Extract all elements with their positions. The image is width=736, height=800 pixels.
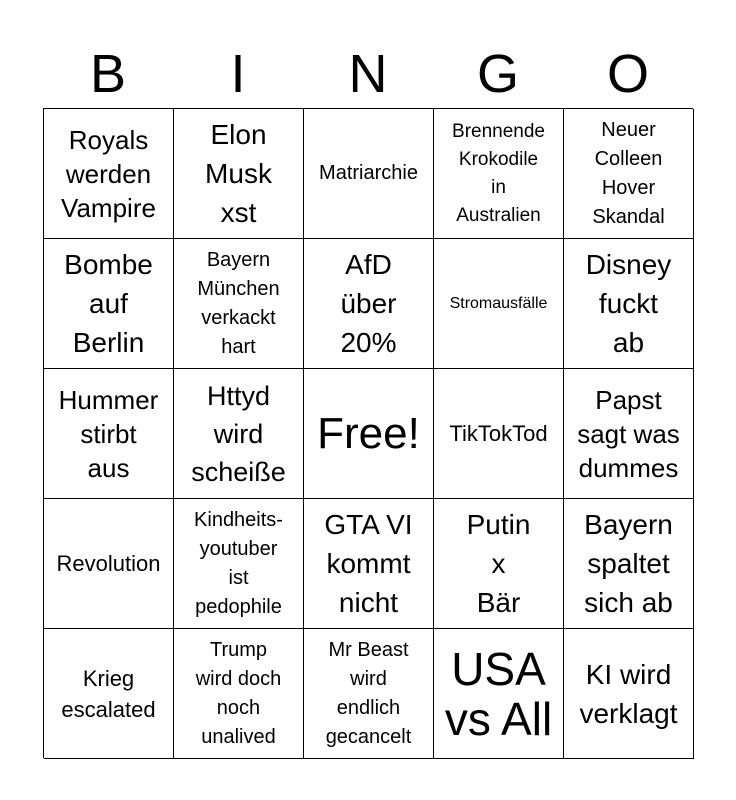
cell-text: Mr Beast wird endlich gecancelt [325, 638, 412, 748]
bingo-cell[interactable] [304, 109, 434, 239]
bingo-cell[interactable] [434, 369, 564, 499]
cell-text: GTA VI kommt nicht [324, 509, 413, 618]
bingo-cell[interactable] [304, 239, 434, 369]
cell-text: Neuer Colleen Hover Skandal [592, 118, 665, 228]
cell-text: Bombe auf Berlin [64, 249, 153, 358]
cell-text: Trump wird doch noch unalived [195, 638, 282, 748]
bingo-cell[interactable] [434, 629, 564, 759]
cell-text: Kindheits- youtuber ist pedophile [194, 508, 283, 618]
bingo-cell[interactable] [174, 629, 304, 759]
bingo-cell[interactable] [44, 109, 174, 239]
cell-text: Matriarchie [319, 162, 418, 184]
bingo-cell[interactable] [174, 369, 304, 499]
cell-text: Royals werden Vampire [61, 124, 156, 223]
bingo-cell[interactable] [564, 109, 694, 239]
cell-text: Elon Musk xst [205, 119, 272, 228]
cell-text: Revolution [56, 551, 161, 576]
cell-text: Putin x Bär [466, 509, 531, 618]
bingo-cell[interactable] [434, 239, 564, 369]
cell-text: Papst sagt was dummes [577, 384, 680, 483]
cell-text: USA vs All [444, 642, 553, 745]
cell-text: Free! [317, 408, 420, 458]
cell-text: KI wird verklagt [579, 658, 678, 729]
header-letter-b: B [89, 44, 127, 104]
cell-text: Disney fuckt ab [585, 249, 672, 358]
header-letter-n: N [348, 44, 388, 104]
cell-text: AfD über 20% [340, 249, 397, 358]
bingo-cell[interactable] [434, 499, 564, 629]
header-letter-o: O [606, 44, 649, 104]
free-cell[interactable] [304, 369, 434, 499]
header-letter-g: G [476, 44, 519, 104]
bingo-cell[interactable] [564, 369, 694, 499]
bingo-cell[interactable] [174, 499, 304, 629]
cell-text: Krieg escalated [61, 665, 156, 722]
bingo-cell[interactable] [44, 239, 174, 369]
bingo-cell[interactable] [564, 499, 694, 629]
bingo-cell[interactable] [44, 629, 174, 759]
bingo-cell[interactable] [304, 629, 434, 759]
cell-text: Httyd wird scheiße [191, 380, 286, 487]
bingo-cell[interactable] [174, 239, 304, 369]
cell-text: Brennende Krokodile in Australien [452, 120, 545, 226]
bingo-cell[interactable] [434, 109, 564, 239]
cell-text: Bayern München verkackt hart [197, 248, 280, 358]
bingo-header [43, 40, 693, 108]
bingo-cell[interactable] [564, 629, 694, 759]
cell-text: Hummer stirbt aus [58, 384, 159, 483]
cell-text: TikTokTod [449, 421, 548, 446]
bingo-cell[interactable] [304, 499, 434, 629]
bingo-cell[interactable] [174, 109, 304, 239]
cell-text: Bayern spaltet sich ab [584, 509, 673, 618]
bingo-grid [43, 108, 693, 758]
bingo-cell[interactable] [564, 239, 694, 369]
header-letter-i: I [230, 44, 246, 104]
cell-text: Stromausfälle [449, 295, 548, 312]
bingo-cell[interactable] [44, 499, 174, 629]
bingo-cell[interactable] [44, 369, 174, 499]
